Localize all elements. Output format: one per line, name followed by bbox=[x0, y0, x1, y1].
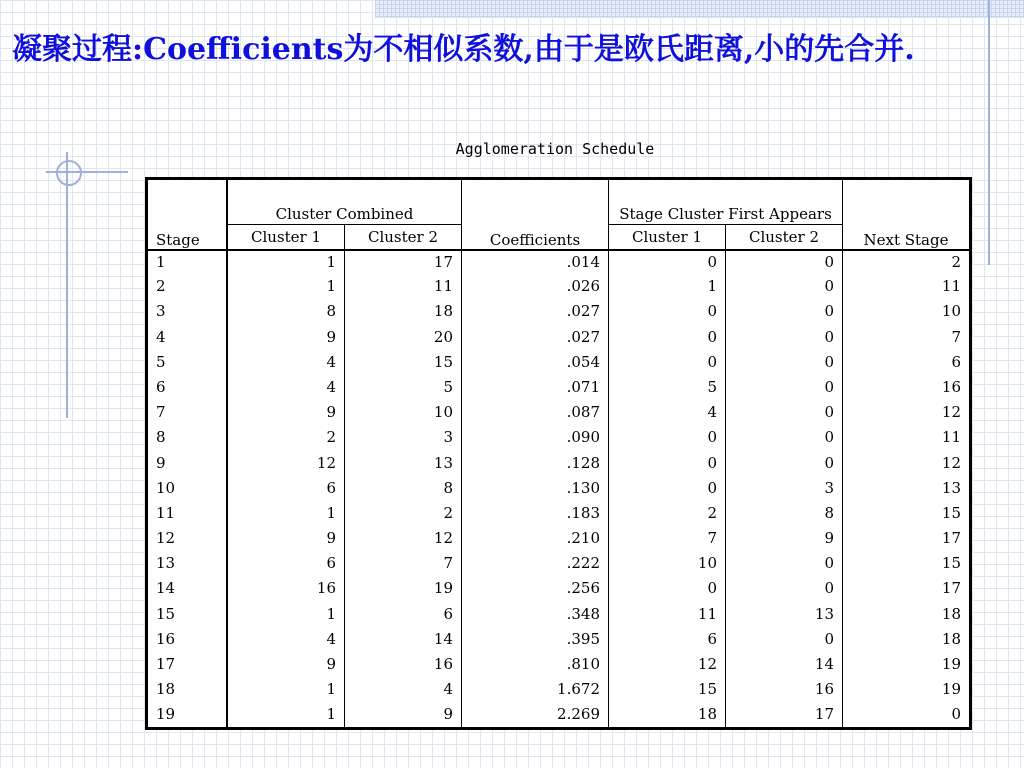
cell-stage: 12 bbox=[147, 527, 228, 552]
cell-cluster-2: 17 bbox=[345, 250, 462, 275]
cell-stage: 13 bbox=[147, 552, 228, 577]
cell-next-stage: 7 bbox=[951, 327, 961, 346]
cell-coefficient: 2.269 bbox=[462, 703, 609, 728]
cell-first-appears-2: 0 bbox=[726, 577, 843, 602]
cell-first-appears-1: 4 bbox=[609, 401, 726, 426]
header-coefficients: Coefficients bbox=[462, 179, 609, 251]
cell-next-stage: 2 bbox=[951, 253, 961, 271]
cell-coefficient: .087 bbox=[462, 401, 609, 426]
header-combined-cluster-2: Cluster 2 bbox=[345, 225, 462, 251]
table-row bbox=[147, 678, 971, 703]
cell-stage: 7 bbox=[147, 401, 228, 426]
cell-first-appears-1: 15 bbox=[609, 678, 726, 703]
cell-cluster-1: 1 bbox=[227, 250, 345, 275]
cell-first-appears-2: 17 bbox=[726, 703, 843, 728]
cell-cluster-2: 13 bbox=[345, 452, 462, 477]
table-row bbox=[147, 552, 971, 577]
cell-first-appears-1: 0 bbox=[609, 452, 726, 477]
cell-first-appears-2: 14 bbox=[726, 653, 843, 678]
cell-first-appears-2: 0 bbox=[726, 250, 843, 275]
cell-next-stage: 13 bbox=[941, 478, 961, 497]
header-cluster-combined: Cluster Combined bbox=[227, 179, 462, 225]
cell-cluster-2: 14 bbox=[345, 628, 462, 653]
cell-cluster-1: 4 bbox=[227, 628, 345, 653]
cell-cluster-2: 6 bbox=[345, 603, 462, 628]
cell-stage: 8 bbox=[147, 426, 228, 451]
table-row bbox=[147, 275, 971, 300]
table-row bbox=[147, 452, 971, 477]
top-decorative-band bbox=[375, 0, 1024, 18]
cell-stage: 18 bbox=[147, 678, 228, 703]
cell-next-stage: 15 bbox=[941, 503, 961, 522]
cell-cluster-2: 11 bbox=[345, 275, 462, 300]
cell-cluster-2: 3 bbox=[345, 426, 462, 451]
cell-cluster-1: 8 bbox=[227, 300, 345, 325]
cell-first-appears-1: 7 bbox=[609, 527, 726, 552]
cell-stage: 19 bbox=[147, 703, 228, 728]
deco-circle-icon bbox=[56, 160, 82, 186]
cell-coefficient: .395 bbox=[462, 628, 609, 653]
cell-coefficient: .014 bbox=[462, 250, 609, 275]
cell-cluster-2: 20 bbox=[345, 326, 462, 351]
header-appears-cluster-1: Cluster 1 bbox=[609, 225, 726, 251]
cell-coefficient: .810 bbox=[462, 653, 609, 678]
cell-stage: 10 bbox=[147, 477, 228, 502]
cell-next-stage: 11 bbox=[941, 428, 961, 447]
table-row bbox=[147, 477, 971, 502]
cell-first-appears-2: 0 bbox=[726, 351, 843, 376]
cell-next-stage: 18 bbox=[941, 604, 961, 623]
cell-cluster-1: 6 bbox=[227, 552, 345, 577]
cell-coefficient: .183 bbox=[462, 502, 609, 527]
cell-first-appears-2: 0 bbox=[726, 452, 843, 477]
cell-cluster-2: 15 bbox=[345, 351, 462, 376]
cell-stage: 2 bbox=[147, 275, 228, 300]
slide-title: 凝聚过程:Coefficients为不相似系数,由于是欧氏距离,小的先合并. bbox=[12, 32, 915, 67]
cell-coefficient: .348 bbox=[462, 603, 609, 628]
cell-cluster-1: 9 bbox=[227, 326, 345, 351]
cell-cluster-1: 9 bbox=[227, 401, 345, 426]
cell-next-stage: 17 bbox=[941, 579, 961, 598]
cell-first-appears-1: 0 bbox=[609, 426, 726, 451]
cell-cluster-2: 7 bbox=[345, 552, 462, 577]
cell-next-stage: 12 bbox=[941, 403, 961, 422]
cell-first-appears-2: 13 bbox=[726, 603, 843, 628]
cell-cluster-2: 5 bbox=[345, 376, 462, 401]
header-stage: Stage bbox=[147, 179, 228, 251]
table-row bbox=[147, 300, 971, 325]
cell-first-appears-1: 2 bbox=[609, 502, 726, 527]
cell-cluster-1: 2 bbox=[227, 426, 345, 451]
cell-coefficient: .210 bbox=[462, 527, 609, 552]
cell-stage: 16 bbox=[147, 628, 228, 653]
header-appears-cluster-2: Cluster 2 bbox=[726, 225, 843, 251]
cell-cluster-1: 1 bbox=[227, 275, 345, 300]
cell-cluster-1: 4 bbox=[227, 376, 345, 401]
cell-cluster-2: 10 bbox=[345, 401, 462, 426]
cell-next-stage: 0 bbox=[951, 705, 961, 724]
cell-cluster-1: 9 bbox=[227, 653, 345, 678]
cell-first-appears-2: 8 bbox=[726, 502, 843, 527]
cell-cluster-1: 4 bbox=[227, 351, 345, 376]
cell-cluster-2: 19 bbox=[345, 577, 462, 602]
cell-coefficient: .222 bbox=[462, 552, 609, 577]
cell-coefficient: .130 bbox=[462, 477, 609, 502]
table-row bbox=[147, 577, 971, 602]
table-caption: Agglomeration Schedule bbox=[455, 140, 655, 158]
cell-cluster-1: 16 bbox=[227, 577, 345, 602]
table-row bbox=[147, 426, 971, 451]
cell-stage: 1 bbox=[147, 250, 228, 275]
table-row bbox=[147, 326, 971, 351]
cell-first-appears-1: 0 bbox=[609, 351, 726, 376]
cell-first-appears-2: 0 bbox=[726, 401, 843, 426]
cell-first-appears-2: 0 bbox=[726, 376, 843, 401]
cell-cluster-2: 9 bbox=[345, 703, 462, 728]
cell-first-appears-1: 0 bbox=[609, 326, 726, 351]
cell-coefficient: .256 bbox=[462, 577, 609, 602]
cell-cluster-2: 16 bbox=[345, 653, 462, 678]
cell-next-stage: 11 bbox=[941, 277, 961, 296]
cell-first-appears-2: 16 bbox=[726, 678, 843, 703]
header-combined-cluster-1: Cluster 1 bbox=[227, 225, 345, 251]
cell-next-stage: 12 bbox=[941, 453, 961, 472]
table-row bbox=[147, 703, 971, 728]
table-row bbox=[147, 653, 971, 678]
table-body bbox=[147, 250, 971, 729]
cell-stage: 17 bbox=[147, 653, 228, 678]
cell-cluster-2: 8 bbox=[345, 477, 462, 502]
cell-first-appears-1: 0 bbox=[609, 477, 726, 502]
cell-first-appears-2: 0 bbox=[726, 326, 843, 351]
cell-first-appears-2: 0 bbox=[726, 426, 843, 451]
cell-stage: 3 bbox=[147, 300, 228, 325]
cell-cluster-2: 12 bbox=[345, 527, 462, 552]
cell-first-appears-1: 0 bbox=[609, 250, 726, 275]
cell-stage: 11 bbox=[147, 502, 228, 527]
cell-first-appears-1: 1 bbox=[609, 275, 726, 300]
table-row bbox=[147, 250, 971, 275]
cell-cluster-1: 1 bbox=[227, 703, 345, 728]
cell-next-stage: 6 bbox=[951, 352, 961, 371]
header-next-stage: Next Stage bbox=[843, 179, 971, 251]
cell-next-stage: 10 bbox=[941, 302, 961, 321]
cell-coefficient: .071 bbox=[462, 376, 609, 401]
cell-first-appears-2: 3 bbox=[726, 477, 843, 502]
cell-first-appears-2: 0 bbox=[726, 628, 843, 653]
cell-first-appears-1: 12 bbox=[609, 653, 726, 678]
cell-coefficient: .128 bbox=[462, 452, 609, 477]
cell-first-appears-1: 0 bbox=[609, 577, 726, 602]
cell-next-stage: 15 bbox=[941, 554, 961, 573]
cell-next-stage: 19 bbox=[941, 655, 961, 673]
cell-cluster-1: 12 bbox=[227, 452, 345, 477]
cell-first-appears-1: 11 bbox=[609, 603, 726, 628]
agglomeration-schedule-table bbox=[145, 177, 972, 730]
cell-cluster-1: 1 bbox=[227, 502, 345, 527]
table-row bbox=[147, 351, 971, 376]
cell-coefficient: .026 bbox=[462, 275, 609, 300]
cell-cluster-1: 6 bbox=[227, 477, 345, 502]
cell-stage: 4 bbox=[147, 326, 228, 351]
cell-first-appears-1: 18 bbox=[609, 703, 726, 728]
cell-next-stage: 16 bbox=[941, 377, 961, 396]
cell-coefficient: .090 bbox=[462, 426, 609, 451]
cell-first-appears-2: 0 bbox=[726, 275, 843, 300]
cell-coefficient: .027 bbox=[462, 326, 609, 351]
cell-cluster-1: 1 bbox=[227, 678, 345, 703]
table-row bbox=[147, 376, 971, 401]
cell-cluster-1: 1 bbox=[227, 603, 345, 628]
cell-coefficient: 1.672 bbox=[462, 678, 609, 703]
table-row bbox=[147, 502, 971, 527]
table-row bbox=[147, 603, 971, 628]
cell-cluster-1: 9 bbox=[227, 527, 345, 552]
cell-first-appears-2: 0 bbox=[726, 300, 843, 325]
cell-coefficient: .027 bbox=[462, 300, 609, 325]
cell-cluster-2: 2 bbox=[345, 502, 462, 527]
cell-first-appears-2: 9 bbox=[726, 527, 843, 552]
table-row bbox=[147, 527, 971, 552]
cell-cluster-2: 4 bbox=[345, 678, 462, 703]
cell-stage: 5 bbox=[147, 351, 228, 376]
cell-next-stage: 17 bbox=[941, 529, 961, 548]
cell-first-appears-1: 6 bbox=[609, 628, 726, 653]
cell-stage: 14 bbox=[147, 577, 228, 602]
cell-stage: 6 bbox=[147, 376, 228, 401]
cell-first-appears-1: 10 bbox=[609, 552, 726, 577]
cell-stage: 9 bbox=[147, 452, 228, 477]
table-row bbox=[147, 401, 971, 426]
cell-next-stage: 19 bbox=[941, 680, 961, 699]
cell-next-stage: 18 bbox=[941, 629, 961, 648]
cell-first-appears-2: 0 bbox=[726, 552, 843, 577]
cell-cluster-2: 18 bbox=[345, 300, 462, 325]
cell-coefficient: .054 bbox=[462, 351, 609, 376]
cell-first-appears-1: 0 bbox=[609, 300, 726, 325]
header-stage-cluster-first-appears: Stage Cluster First Appears bbox=[609, 179, 843, 225]
table-row bbox=[147, 628, 971, 653]
deco-left-vertical-line bbox=[66, 152, 68, 418]
cell-first-appears-1: 5 bbox=[609, 376, 726, 401]
cell-stage: 15 bbox=[147, 603, 228, 628]
